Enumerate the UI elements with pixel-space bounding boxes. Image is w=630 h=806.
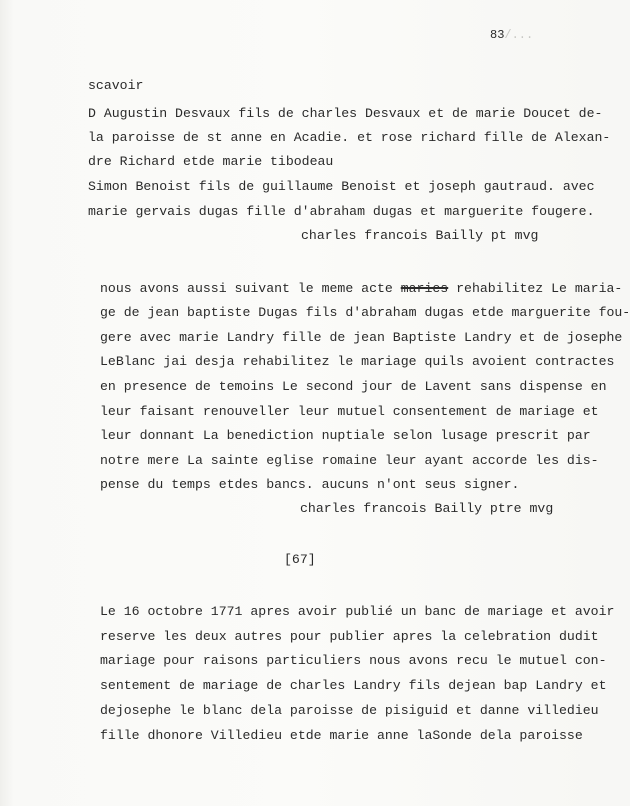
text-line: leur faisant renouveller leur mutuel consentement de mariage et	[100, 404, 599, 419]
text-line: nous avons aussi suivant le meme acte maries rehabilitez Le maria-	[100, 281, 623, 296]
text-line: ge de jean baptiste Dugas fils d'abraham dugas etde marguerite fou-	[100, 305, 630, 320]
text-line: mariage pour raisons particuliers nous avons recu le mutuel con-	[100, 653, 607, 668]
text-line: dejosephe le blanc dela paroisse de pisiguid et danne villedieu	[100, 703, 599, 718]
text-line: notre mere La sainte eglise romaine leur ayant accorde les dis-	[100, 453, 599, 468]
text-line: sentement de mariage de charles Landry fils dejean bap Landry et	[100, 678, 607, 693]
text-line: leur donnant La benediction nuptiale selon lusage prescrit par	[100, 428, 591, 443]
page-number-faded: /...	[504, 28, 534, 42]
signature: charles francois Bailly ptre mvg	[300, 501, 554, 516]
text-line: pense du temps etdes bancs. aucuns n'ont seus signer.	[100, 477, 520, 492]
text-line: en presence de temoins Le second jour de Lavent sans dispense en	[100, 379, 607, 394]
signature: charles francois Bailly pt mvg	[301, 228, 539, 243]
text-line: marie gervais dugas fille d'abraham dugas et marguerite fougere.	[88, 204, 595, 219]
text-line: Le 16 octobre 1771 apres avoir publié un banc de mariage et avoir	[100, 604, 615, 619]
text-line: LeBlanc jai desja rehabilitez le mariage quils avoient contractes	[100, 354, 615, 369]
text-line: la paroisse de st anne en Acadie. et rose richard fille de Alexan-	[88, 130, 611, 145]
text-line: scavoir	[88, 78, 144, 93]
struck-word: maries	[400, 281, 449, 296]
text-line: reserve les deux autres pour publier apres la celebration dudit	[100, 629, 599, 644]
entry-number: [67]	[284, 552, 316, 567]
text-line: dre Richard etde marie tibodeau	[88, 154, 334, 169]
page-number: 83/...	[490, 28, 534, 42]
text-line: D Augustin Desvaux fils de charles Desvaux et de marie Doucet de-	[88, 106, 603, 121]
text-line: fille dhonore Villedieu etde marie anne laSonde dela paroisse	[100, 728, 583, 743]
text-line: Simon Benoist fils de guillaume Benoist et joseph gautraud. avec	[88, 179, 595, 194]
text-line: gere avec marie Landry fille de jean Baptiste Landry et de josephe	[100, 330, 623, 345]
